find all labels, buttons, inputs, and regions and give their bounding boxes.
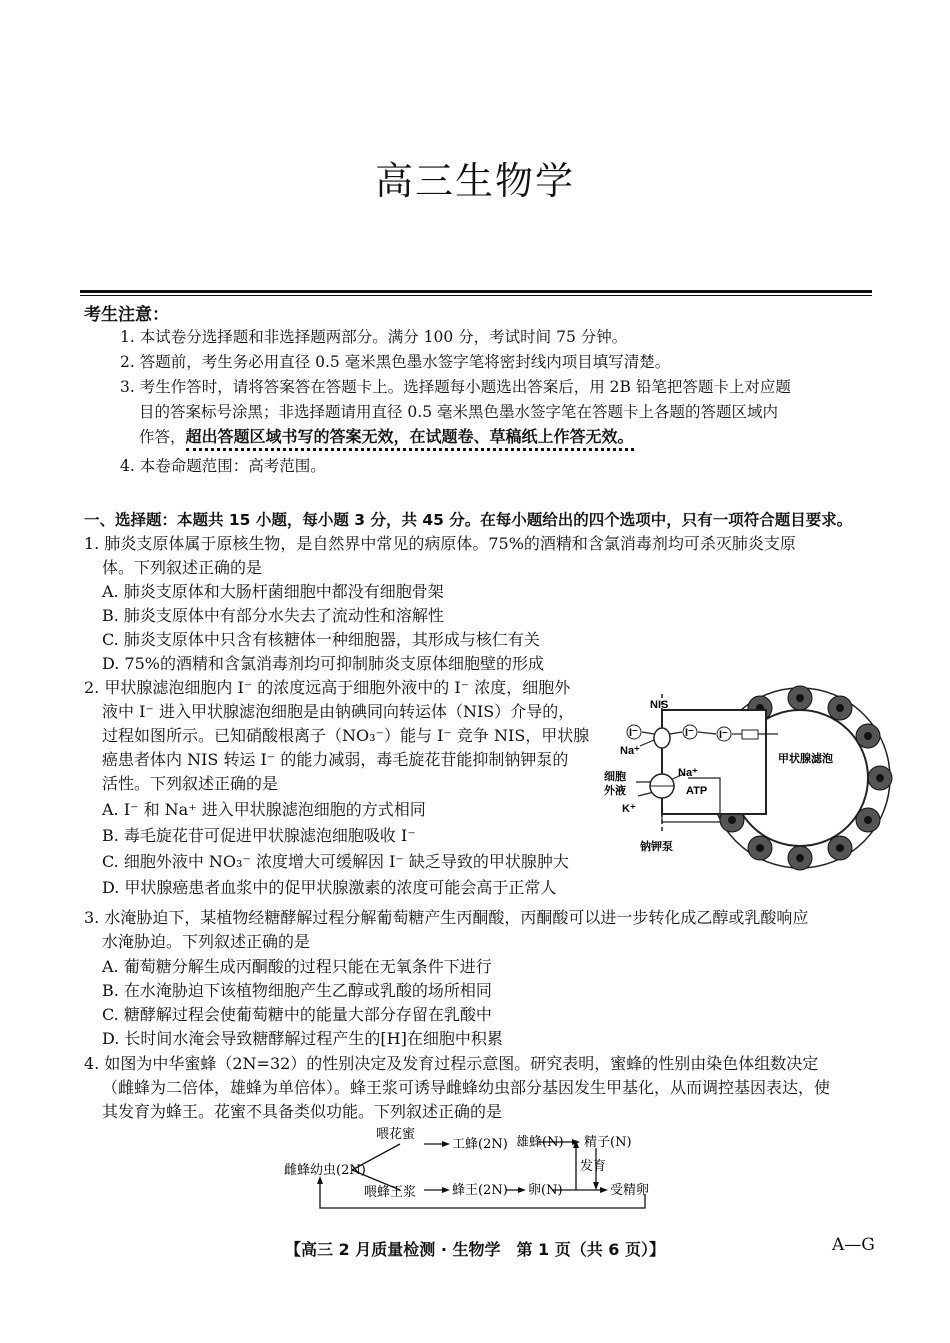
channel	[742, 730, 758, 739]
question-1-stem: 1. 肺炎支原体属于原核生物，是自然界中常见的病原体。75%的酒精和含氯消毒剂均可杀灭肺炎支原	[84, 534, 796, 553]
larva-label: 雌蜂幼虫(2N)	[284, 1163, 366, 1178]
extracellular-label: 外液	[604, 785, 626, 797]
notice-item-3: 3. 考生作答时，请将答案答在答题卡上。选择题每小题选出答案后，用 2B 铅笔把答题卡上对应题	[120, 378, 791, 396]
question-1-option-b: B. 肺炎支原体中有部分水失去了流动性和溶解性	[102, 606, 444, 625]
atp-label: ATP	[686, 785, 708, 797]
bee-development-flowchart	[280, 1124, 700, 1220]
paper-code: A—G	[832, 1235, 875, 1255]
notice-text: 作答，	[139, 428, 186, 446]
potassium-label: K⁺	[622, 803, 636, 815]
notice-emphasis: 超出答题区域书写的答案无效，在试题卷、草稿纸上作答无效。	[186, 427, 634, 451]
question-4-stem: 其发育为蜂王。花蜜不具备类似功能。下列叙述正确的是	[102, 1102, 503, 1121]
notice-heading: 考生注意：	[84, 305, 169, 325]
notice-item-1: 1. 本试卷分选择题和非选择题两部分。满分 100 分，考试时间 75 分钟。	[120, 328, 628, 346]
divider	[80, 290, 872, 293]
develop-label: 发育	[580, 1159, 607, 1174]
question-1-option-a: A. 肺炎支原体和大肠杆菌细胞中都没有细胞骨架	[102, 582, 444, 601]
question-4-stem: 4. 如图为中华蜜蜂（2N=32）的性别决定及发育过程示意图。研究表明，蜜蜂的性别由染色体组数决定	[84, 1054, 819, 1073]
worker-label: 工蜂(2N)	[452, 1137, 508, 1152]
nectar-label: 喂花蜜	[376, 1127, 416, 1142]
page-title: 高三生物学	[374, 159, 575, 203]
question-2-option-d: D. 甲状腺癌患者血浆中的促甲状腺激素的浓度可能会高于正常人	[102, 878, 557, 897]
jelly-label: 喂蜂王浆	[364, 1185, 417, 1200]
question-3-option-a: A. 葡萄糖分解生成丙酮酸的过程只能在无氧条件下进行	[102, 957, 492, 976]
drone-label: 雄蜂(N)	[516, 1135, 564, 1150]
sodium-label: Na⁺	[678, 767, 698, 779]
question-1-option-c: C. 肺炎支原体中只含有核糖体一种细胞器，其形成与核仁有关	[102, 630, 540, 649]
extracellular-label: 细胞	[604, 771, 626, 783]
question-3-option-c: C. 糖酵解过程会使葡萄糖中的能量大部分存留在乳酸中	[102, 1005, 492, 1024]
question-3-option-d: D. 长时间水淹会导致糖酵解过程产生的[H]在细胞中积累	[102, 1029, 503, 1048]
queen-label: 蜂王(2N)	[452, 1183, 508, 1198]
question-4-stem: （雌蜂为二倍体，雄蜂为单倍体）。蜂王浆可诱导雌蜂幼虫部分基因发生甲基化，从而调控基因表达，使	[102, 1078, 831, 1097]
question-2-stem: 2. 甲状腺滤泡细胞内 I⁻ 的浓度远高于细胞外液中的 I⁻ 浓度，细胞外	[84, 678, 571, 697]
question-3-option-b: B. 在水淹胁迫下该植物细胞产生乙醇或乳酸的场所相同	[102, 981, 492, 1000]
notice-item-2: 2. 答题前，考生务必用直径 0.5 毫米黑色墨水签字笔将密封线内项目填写清楚。	[120, 353, 671, 371]
iodide-label: I⁻	[629, 727, 638, 739]
iodide-transport-figure	[600, 682, 900, 910]
nis-label: NIS	[650, 699, 669, 711]
follicle-label: 甲状腺滤泡	[778, 753, 833, 765]
question-2-option-c: C. 细胞外液中 NO₃⁻ 浓度增大可缓解因 I⁻ 缺乏导致的甲状腺肿大	[102, 852, 569, 871]
question-1-stem: 体。下列叙述正确的是	[102, 558, 263, 577]
iodide-label: I⁻	[719, 729, 728, 741]
sperm-label: 精子(N)	[584, 1135, 632, 1150]
question-1-option-d: D. 75%的酒精和含氯消毒剂均可抑制肺炎支原体细胞壁的形成	[102, 654, 544, 673]
sodium-label: Na⁺	[620, 745, 640, 757]
question-2-stem: 活性。下列叙述正确的是	[102, 774, 279, 793]
section-heading: 一、选择题：本题共 15 小题，每小题 3 分，共 45 分。在每小题给出的四个选项中，只有一项符合题目要求。	[84, 511, 853, 529]
fertilized-egg-label: 受精卵	[610, 1183, 650, 1198]
nis-transporter	[654, 728, 670, 748]
question-2-option-a: A. I⁻ 和 Na⁺ 进入甲状腺滤泡细胞的方式相同	[102, 800, 426, 819]
notice-item-3-cont: 目的答案标号涂黑；非选择题请用直径 0.5 毫米黑色墨水签字笔在答题卡上各题的答题区域内	[139, 403, 779, 421]
egg-label: 卵(N)	[528, 1183, 563, 1198]
page-footer: 【高三 2 月质量检测 · 生物学 第 1 页（共 6 页）】	[284, 1240, 666, 1259]
question-2-stem: 过程如图所示。已知硝酸根离子（NO₃⁻）能与 I⁻ 竞争 NIS，甲状腺	[102, 726, 590, 745]
follicle-cell-enlarged	[662, 710, 766, 814]
iodide-label: I⁻	[685, 727, 694, 739]
notice-item-4: 4. 本卷命题范围：高考范围。	[120, 457, 326, 475]
question-2-stem: 液中 I⁻ 进入甲状腺滤泡细胞是由钠碘同向转运体（NIS）介导的，	[102, 702, 575, 721]
divider	[80, 295, 872, 296]
pump-label: 钠钾泵	[640, 841, 673, 853]
question-3-stem: 水淹胁迫。下列叙述正确的是	[102, 932, 311, 951]
notice-item-3-cont	[139, 424, 634, 450]
question-3-stem: 3. 水淹胁迫下，某植物经糖酵解过程分解葡萄糖产生丙酮酸，丙酮酸可以进一步转化成乙醇或乳酸响应	[84, 908, 809, 927]
question-2-option-b: B. 毒毛旋花苷可促进甲状腺滤泡细胞吸收 I⁻	[102, 826, 416, 845]
question-2-stem: 癌患者体内 NIS 转运 I⁻ 的能力减弱，毒毛旋花苷能抑制钠钾泵的	[102, 750, 569, 769]
